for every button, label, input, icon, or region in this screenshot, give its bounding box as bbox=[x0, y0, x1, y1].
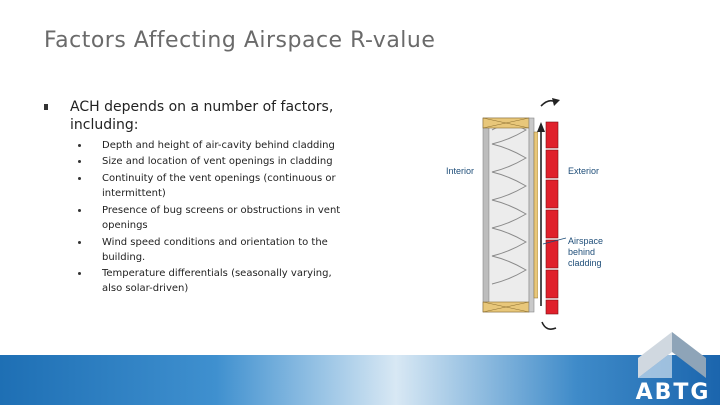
wall-section-drawing bbox=[440, 92, 620, 332]
sub-bullet-marker bbox=[78, 144, 81, 147]
brick-cladding bbox=[546, 122, 558, 314]
slide-title: Factors Affecting Airspace R-value bbox=[44, 28, 436, 53]
interior-board bbox=[483, 118, 489, 312]
sub-bullet-text: Presence of bug screens or obstructions in vent openings bbox=[102, 205, 341, 231]
label-airspace: Airspace behind cladding bbox=[568, 236, 604, 268]
label-exterior: Exterior bbox=[568, 166, 600, 176]
label-interior: Interior bbox=[446, 166, 475, 176]
bullet-marker bbox=[44, 104, 48, 110]
furring-strip bbox=[534, 132, 538, 298]
airspace bbox=[538, 118, 546, 312]
footer-band bbox=[0, 355, 720, 405]
sub-bullet-text: Continuity of the vent openings (continuous or intermittent) bbox=[102, 173, 336, 199]
sub-bullet-text: Temperature differentials (seasonally varying, also solar-driven) bbox=[102, 268, 332, 294]
sub-bullet-marker bbox=[78, 241, 81, 244]
sub-bullet-text: Depth and height of air-cavity behind cladding bbox=[102, 140, 335, 151]
arrow-head-out bbox=[552, 98, 560, 106]
sub-bullet-marker bbox=[78, 177, 81, 180]
sub-bullet-marker bbox=[78, 160, 81, 163]
main-bullet-text: ACH depends on a number of factors, including: bbox=[70, 99, 334, 133]
sub-bullet-marker bbox=[78, 209, 81, 212]
sheathing bbox=[529, 118, 534, 312]
logo-wordmark: ABTG bbox=[635, 380, 711, 405]
sub-bullet-marker bbox=[78, 272, 81, 275]
sub-bullet-text: Wind speed conditions and orientation to the building. bbox=[102, 237, 328, 263]
wall-section-diagram bbox=[440, 92, 620, 332]
sub-bullet-text: Size and location of vent openings in cladding bbox=[102, 156, 333, 167]
